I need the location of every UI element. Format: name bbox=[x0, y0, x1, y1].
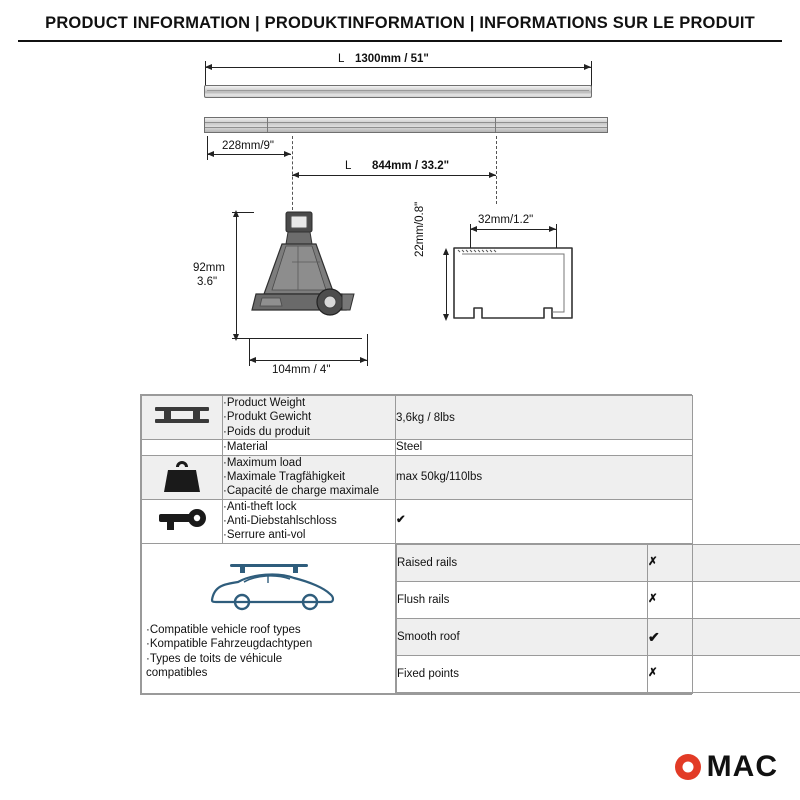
lock-key-icon bbox=[142, 499, 223, 543]
label-line: ·Anti-theft lock bbox=[223, 500, 297, 513]
span-prefix: L bbox=[345, 160, 352, 172]
tower-height-ext-bottom bbox=[232, 338, 362, 339]
overall-length-value: 1300mm / 51" bbox=[355, 53, 429, 65]
label-line: ·Capacité de charge maximale bbox=[223, 485, 379, 498]
maximum-load-value: max 50kg/110lbs bbox=[396, 455, 693, 499]
product-weight-value: 3,6kg / 8lbs bbox=[396, 396, 693, 440]
section-width-ext-right bbox=[556, 224, 557, 248]
roof-bar-top-view bbox=[204, 85, 592, 98]
specification-table bbox=[140, 394, 692, 695]
material-label bbox=[223, 440, 396, 455]
compat-mark: ✗ bbox=[648, 655, 800, 692]
table-row bbox=[142, 455, 693, 499]
compatibility-label-cell bbox=[142, 543, 396, 693]
tower-width-arrow-right bbox=[360, 357, 367, 363]
section-width-arrow-left bbox=[470, 226, 477, 232]
compatibility-options-cell bbox=[396, 543, 693, 693]
maximum-load-label bbox=[223, 455, 396, 499]
tower-width-value: 104mm / 4" bbox=[272, 364, 331, 376]
compat-name: Fixed points bbox=[397, 655, 648, 692]
span-value: 844mm / 33.2" bbox=[372, 160, 450, 172]
label-line: ·Maximale Tragfähigkeit bbox=[223, 470, 346, 483]
brand-logo bbox=[675, 750, 778, 784]
tower-height-in: 3.6" bbox=[197, 276, 218, 288]
projection-line-right bbox=[496, 136, 497, 204]
tower-width-ext-left bbox=[249, 338, 250, 366]
compat-row bbox=[397, 544, 800, 581]
foot-offset-ext-left bbox=[207, 136, 208, 160]
overall-length-arrow-right bbox=[584, 64, 591, 70]
overall-length-ext-right bbox=[591, 61, 592, 87]
rack-foot-front-view bbox=[246, 210, 370, 338]
overall-length-dim-line bbox=[205, 67, 591, 68]
page-title: PRODUCT INFORMATION | PRODUKTINFORMATION | INFORMATIONS SUR LE PRODUIT bbox=[45, 14, 755, 32]
label-line: ·Produkt Gewicht bbox=[223, 411, 312, 424]
foot-offset-arrow-right bbox=[284, 151, 291, 157]
foot-offset-value: 228mm/9" bbox=[222, 140, 275, 152]
weight-icon bbox=[142, 455, 223, 499]
compat-row bbox=[397, 655, 800, 692]
compat-name: Raised rails bbox=[397, 544, 648, 581]
foot-offset-arrow-left bbox=[207, 151, 214, 157]
material-icon-empty bbox=[142, 440, 223, 455]
page-header bbox=[18, 14, 782, 33]
section-width-ext-left bbox=[470, 224, 471, 248]
compat-row bbox=[397, 581, 800, 618]
tower-height-ext-top bbox=[232, 212, 254, 213]
table-row bbox=[142, 499, 693, 543]
section-height-arrow-down bbox=[443, 314, 449, 321]
label-line: compatibles bbox=[146, 667, 208, 680]
section-height-value: 22mm/0.8" bbox=[414, 201, 426, 257]
table-row bbox=[142, 396, 693, 440]
technical-drawing bbox=[0, 44, 800, 384]
label-line: ·Poids du produit bbox=[223, 425, 310, 438]
section-height-arrow-up bbox=[443, 248, 449, 255]
overall-length-arrow-left bbox=[205, 64, 212, 70]
section-width-value: 32mm/1.2" bbox=[478, 214, 534, 226]
label-line: ·Serrure anti-vol bbox=[223, 529, 306, 542]
roof-bar-side-view bbox=[204, 117, 608, 133]
label-line: ·Material bbox=[223, 441, 268, 454]
tower-width-arrow-left bbox=[249, 357, 256, 363]
car-with-roof-rails-icon bbox=[142, 548, 395, 619]
compat-row bbox=[397, 618, 800, 655]
tower-width-dim-line bbox=[249, 360, 367, 361]
overall-length-prefix: L bbox=[338, 53, 345, 65]
omac-o-mark-icon bbox=[675, 754, 701, 780]
span-arrow-right bbox=[489, 172, 496, 178]
label-line: ·Compatible vehicle roof types bbox=[146, 624, 301, 636]
span-arrow-left bbox=[292, 172, 299, 178]
brand-name: MAC bbox=[706, 750, 778, 783]
label-line: ·Maximum load bbox=[223, 456, 302, 469]
compat-mark: ✗ bbox=[648, 544, 800, 581]
compat-mark: ✗ bbox=[648, 581, 800, 618]
compatibility-label bbox=[142, 619, 395, 689]
tower-height-mm: 92mm bbox=[193, 262, 225, 274]
overall-length-ext-left bbox=[205, 61, 206, 87]
foot-offset-dim-line bbox=[207, 154, 291, 155]
table-row bbox=[142, 440, 693, 455]
section-height-dim-line bbox=[446, 250, 447, 318]
label-line: ·Types de toits de véhicule bbox=[146, 652, 283, 665]
tower-width-ext-right bbox=[367, 334, 368, 366]
anti-theft-lock-label bbox=[223, 499, 396, 543]
tower-height-dim-line bbox=[236, 212, 237, 338]
header-divider bbox=[18, 40, 782, 42]
table-row-compatibility bbox=[142, 543, 693, 693]
label-line: ·Kompatible Fahrzeugdachtypen bbox=[146, 638, 313, 651]
label-line: ·Anti-Diebstahlschloss bbox=[223, 515, 337, 527]
product-weight-label bbox=[223, 396, 396, 440]
material-value: Steel bbox=[396, 440, 693, 455]
span-dim-line bbox=[292, 175, 496, 176]
compat-mark: ✔ bbox=[648, 618, 800, 655]
compat-name: Flush rails bbox=[397, 581, 648, 618]
anti-theft-lock-value: ✔ bbox=[396, 499, 693, 543]
projection-line-left bbox=[292, 136, 293, 210]
section-width-dim-line bbox=[470, 229, 556, 230]
section-width-arrow-right bbox=[549, 226, 556, 232]
rack-bars-icon bbox=[142, 396, 223, 440]
label-line: ·Product Weight bbox=[223, 397, 306, 409]
bar-cross-section bbox=[448, 238, 578, 328]
compat-name: Smooth roof bbox=[397, 618, 648, 655]
